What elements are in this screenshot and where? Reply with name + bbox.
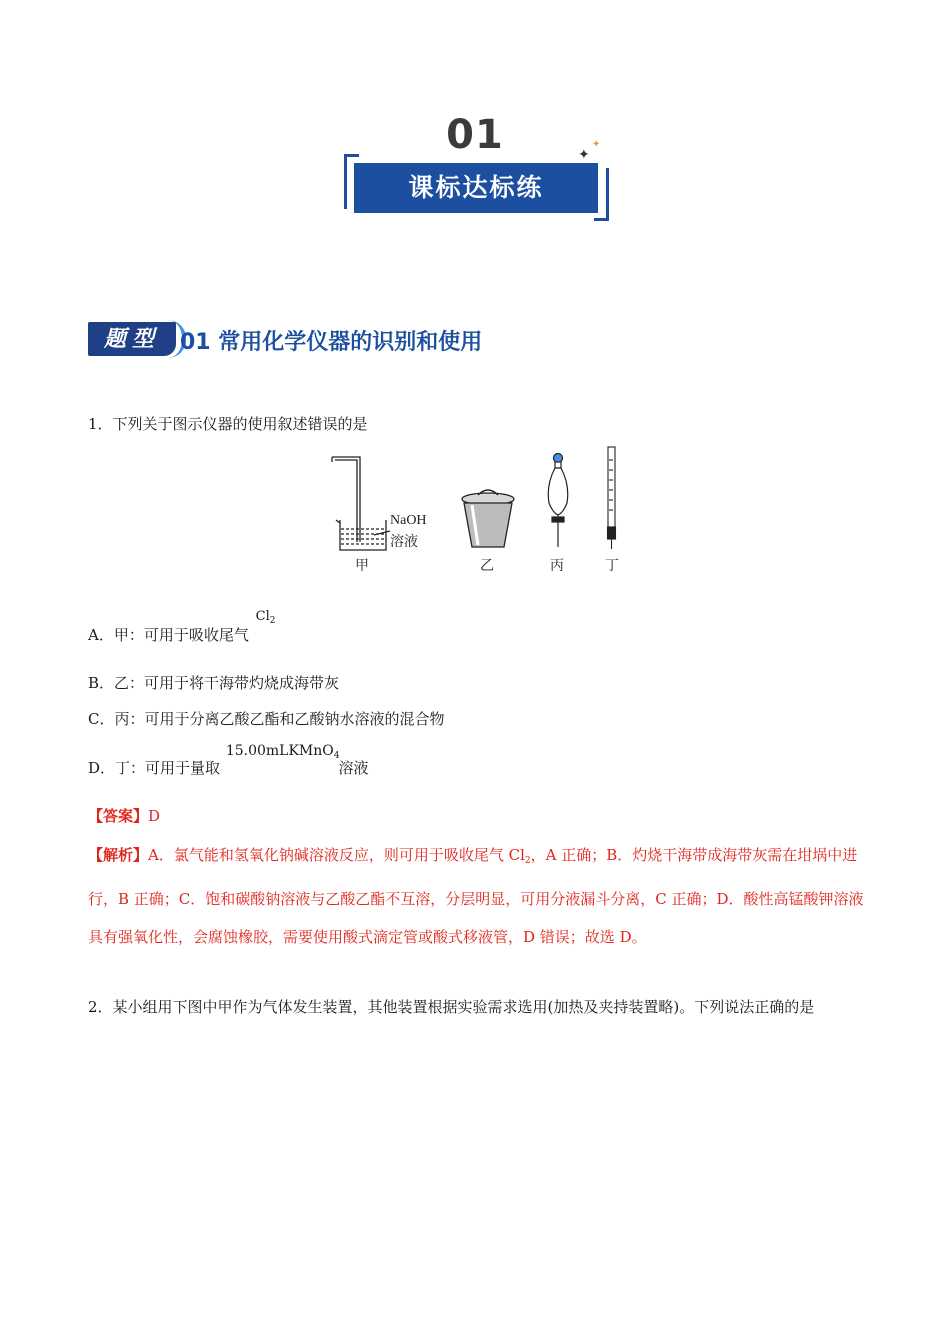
- analysis-label: 【解析】: [88, 846, 149, 864]
- topic-title: 01 常用化学仪器的识别和使用: [180, 330, 483, 355]
- analysis-text-2: ，A 正确；B．灼烧干海带成海带灰需在坩埚中进行，B 正确；C．饱和碳酸钠溶液与乙酸乙酯不互溶，分层明显，可用分液漏斗分离，C 正确；D．酸性高锰酸钾溶液具有强氧化性，会腐蚀橡胶，需要使用酸式滴定管或酸式移液管，D 错误；故选 D。: [88, 846, 864, 946]
- answer-label: 【答案】: [88, 807, 149, 825]
- option-d: [88, 743, 369, 779]
- analysis-text-1: A．氯气能和氢氧化钠碱溶液反应，则可用于吸收尾气 Cl: [148, 846, 525, 864]
- burette: [608, 447, 616, 549]
- option-d-text: D．丁：可用于量取: [88, 759, 221, 777]
- option-a: [88, 609, 276, 646]
- section-number: 01: [446, 112, 504, 158]
- apparatus-figure: [320, 445, 640, 575]
- figure-label-d: 丁: [605, 558, 619, 574]
- option-c: C．丙：可用于分离乙酸乙酯和乙酸钠水溶液的混合物: [88, 710, 445, 728]
- separatory-funnel: [548, 454, 568, 548]
- option-a-text: A．甲：可用于吸收尾气: [88, 626, 249, 644]
- naoh-label: NaOH: [390, 513, 427, 528]
- figure-label-c: 丙: [550, 558, 564, 574]
- option-b: B．乙：可用于将干海带灼烧成海带灰: [88, 674, 340, 692]
- question-2-stem: 2．某小组用下图中甲作为气体发生装置，其他装置根据实验需求选用(加热及夹持装置略)。下列说法正确的是: [88, 998, 815, 1016]
- section-banner: 课标达标练: [354, 163, 598, 213]
- sparkle-small-icon: ✦: [592, 139, 601, 150]
- crucible-with-lid: [462, 490, 514, 547]
- option-d-tail: 溶液: [338, 759, 369, 777]
- analysis-subscript: 2: [524, 856, 531, 866]
- solution-label: 溶液: [390, 535, 418, 550]
- analysis-paragraph: [88, 836, 868, 956]
- answer-line: [88, 805, 160, 826]
- topic-tag: 题型: [88, 322, 176, 356]
- beaker-with-tube: [332, 457, 390, 550]
- sparkle-icon: ✦: [578, 147, 590, 163]
- figure-label-a: 甲: [355, 558, 369, 574]
- option-d-formula: 15.00mLKMnO$_4$: [225, 743, 340, 761]
- option-a-formula: $Cl_2$: [255, 609, 276, 626]
- question-1-stem: 1．下列关于图示仪器的使用叙述错误的是: [88, 415, 368, 433]
- answer-value: D: [148, 807, 161, 825]
- figure-label-b: 乙: [480, 558, 494, 574]
